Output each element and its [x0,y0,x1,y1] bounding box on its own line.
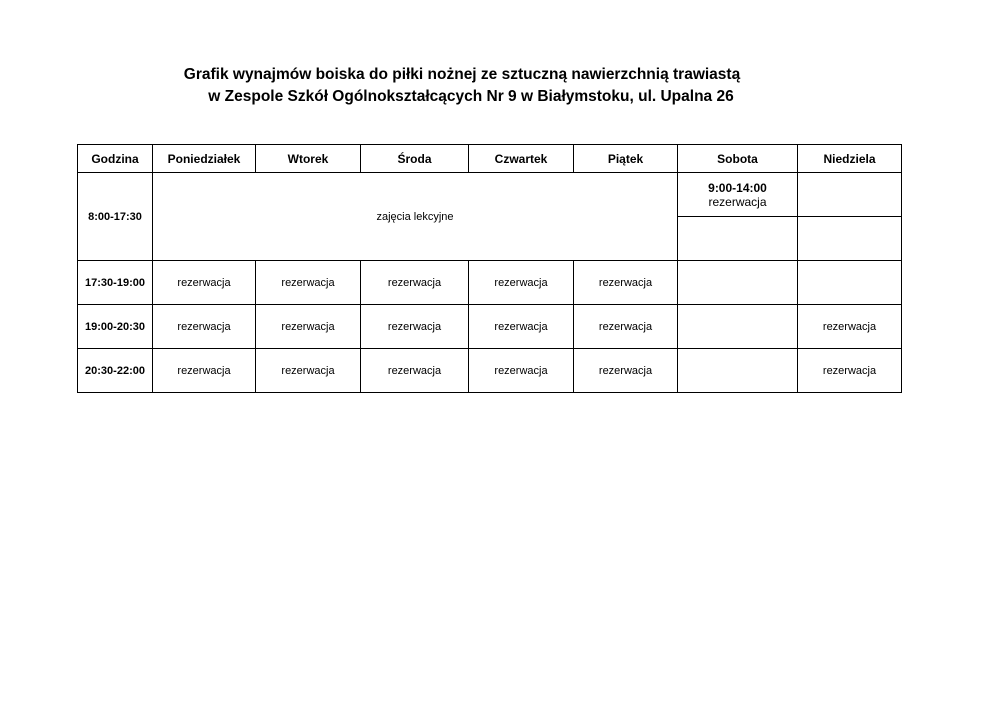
title-line-2: w Zespole Szkół Ogólnokształcących Nr 9 w Białymstoku, ul. Upalna 26 [208,88,734,105]
table-cell: rezerwacja [153,261,256,305]
header-row [78,145,902,173]
table-cell [678,305,798,349]
title-line-1: Grafik wynajmów boiska do piłki nożnej ze sztuczną nawierzchnią trawiastą [183,66,741,83]
table-cell [798,261,902,305]
sunday-cell [798,173,902,217]
table-cell: rezerwacja [798,349,902,393]
table-cell: rezerwacja [153,305,256,349]
header-tuesday: Wtorek [256,145,361,173]
header-hours: Godzina [78,145,153,173]
table-row [78,349,902,393]
table-cell [678,261,798,305]
saturday-reservation: rezerwacja [708,194,767,209]
table-cell: rezerwacja [574,349,678,393]
hours-cell: 20:30-22:00 [78,349,153,393]
table-cell: rezerwacja [469,261,574,305]
saturday-empty-cell [678,217,798,261]
header-wednesday: Środa [361,145,469,173]
schedule-table [77,144,902,393]
table-cell: rezerwacja [361,305,469,349]
table-cell: rezerwacja [469,305,574,349]
header-thursday: Czwartek [469,145,574,173]
table-cell: rezerwacja [574,261,678,305]
table-cell: rezerwacja [361,349,469,393]
table-row-morning [78,173,902,217]
header-monday: Poniedziałek [153,145,256,173]
table-row [78,261,902,305]
saturday-time: 9:00-14:00 [708,180,767,195]
table-cell: rezerwacja [361,261,469,305]
table-cell: rezerwacja [469,349,574,393]
header-friday: Piątek [574,145,678,173]
document-title [0,64,992,108]
header-sunday: Niedziela [798,145,902,173]
table-cell [678,349,798,393]
table-cell: rezerwacja [574,305,678,349]
table-row [78,305,902,349]
table-cell: rezerwacja [256,349,361,393]
table-cell: rezerwacja [256,261,361,305]
header-saturday: Sobota [678,145,798,173]
hours-cell: 19:00-20:30 [78,305,153,349]
table-cell: rezerwacja [256,305,361,349]
hours-cell: 17:30-19:00 [78,261,153,305]
table-cell: rezerwacja [798,305,902,349]
saturday-reservation-cell [678,173,798,217]
hours-cell: 8:00-17:30 [78,173,153,261]
table-cell: rezerwacja [153,349,256,393]
lessons-cell: zajęcia lekcyjne [153,173,678,261]
sunday-empty-cell [798,217,902,261]
